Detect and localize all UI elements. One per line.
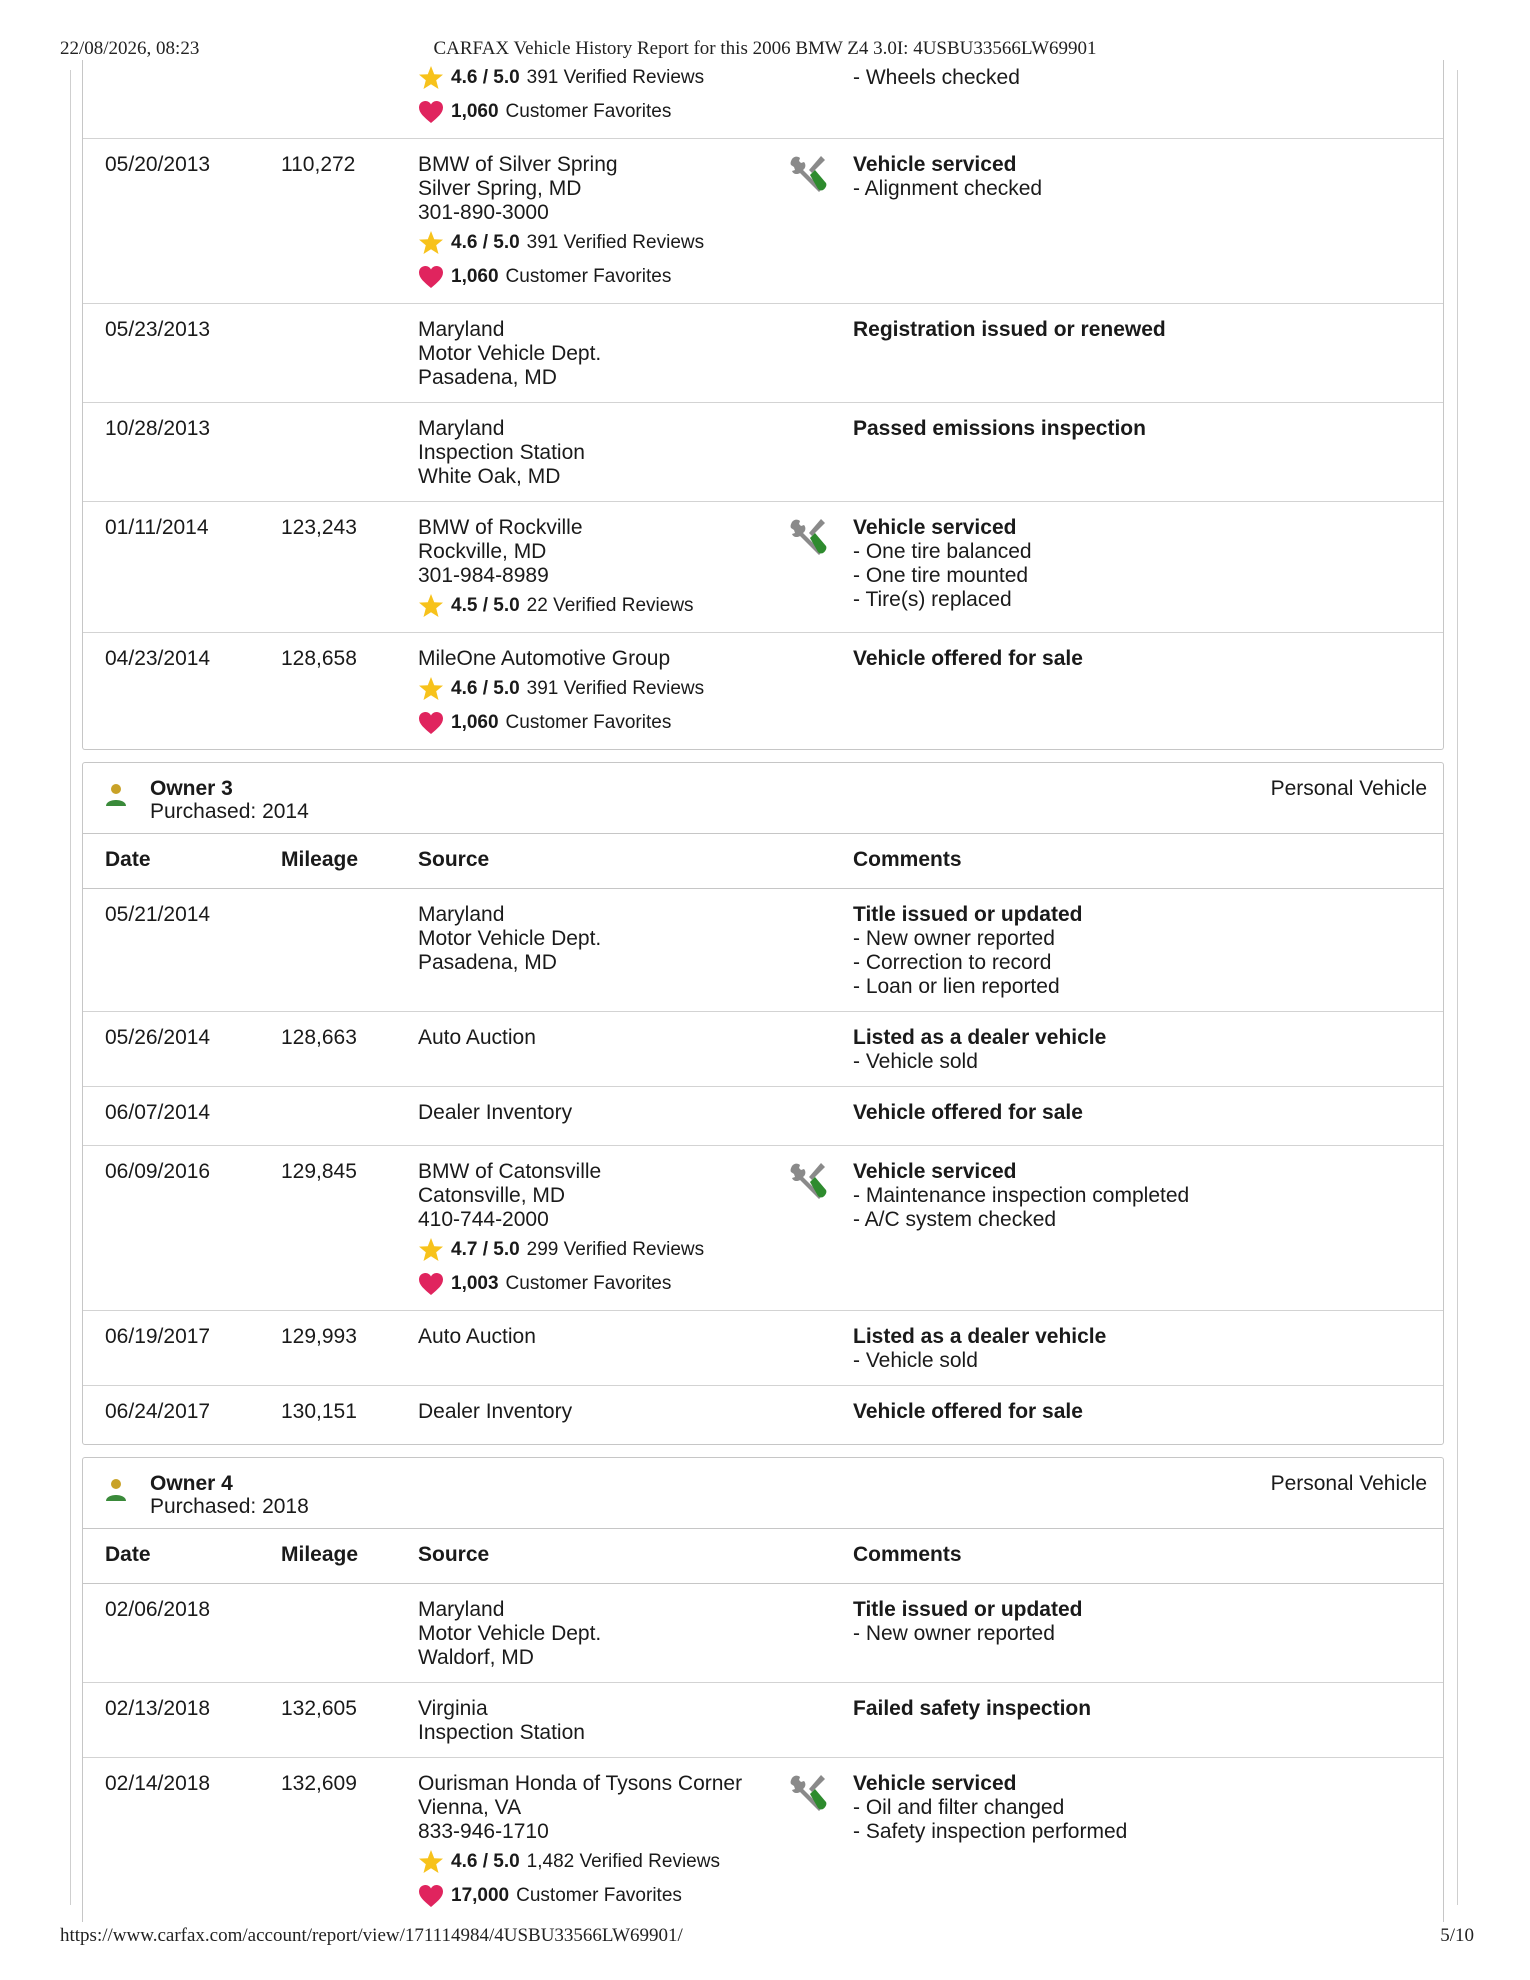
owner-3-section [82,762,1444,1445]
row-service-icon-cell [776,1758,853,1922]
source-name: Maryland [418,1598,505,1621]
owner-header [83,1458,1443,1529]
source-name: Dealer Inventory [418,1400,573,1423]
row-mileage: 132,609 [281,1772,357,1795]
row-mileage: 123,243 [281,516,357,539]
row-comments [853,1146,1443,1310]
comment-title: Listed as a dealer vehicle [853,1325,1107,1348]
owner-4-rows [83,1584,1443,1922]
service-wrench-icon [788,153,828,193]
source-detail: Inspection Station [418,441,585,464]
row-date: 06/07/2014 [105,1101,211,1124]
rating-label: 299 Verified Reviews [526,1238,705,1260]
source-name: BMW of Rockville [418,516,583,539]
row-comments [853,1012,1443,1086]
dealer-favorites [418,1267,776,1300]
row-date: 02/13/2018 [105,1697,211,1720]
history-row [83,889,1443,1012]
source-detail: Motor Vehicle Dept. [418,927,602,950]
rating-label: 391 Verified Reviews [526,677,705,699]
source-detail: Motor Vehicle Dept. [418,1622,602,1645]
comment-title: Vehicle serviced [853,516,1017,539]
row-source [418,1758,776,1922]
row-date: 06/09/2016 [105,1160,211,1183]
owner-header [83,763,1443,834]
comment-item: - A/C system checked [853,1208,1057,1231]
owner-purchased: Purchased: 2014 [150,800,309,823]
history-row [83,304,1443,403]
row-comments [853,304,1443,402]
row-mileage: 128,658 [281,647,357,670]
rating-label: Customer Favorites [505,711,672,733]
rating-value: 17,000 [451,1884,510,1906]
comment-title: Vehicle offered for sale [853,1101,1083,1124]
source-name: BMW of Silver Spring [418,153,618,176]
comment-title: Vehicle serviced [853,1772,1017,1795]
comment-item: - Wheels checked [853,66,1020,89]
column-header-date: Date [105,1543,151,1566]
comment-item: - Alignment checked [853,177,1043,200]
dealer-rating [418,1233,776,1266]
print-footer [0,1925,1530,1949]
rating-value: 4.6 / 5.0 [451,677,520,699]
row-date: 06/24/2017 [105,1400,211,1423]
row-service-icon-cell [776,633,853,749]
person-icon [105,1478,127,1502]
star-icon [418,1849,444,1875]
source-detail: Pasadena, MD [418,366,557,389]
row-service-icon-cell [776,1683,853,1757]
history-row [83,502,1443,633]
dealer-favorites [418,706,776,739]
owner-2-history-table [82,60,1444,750]
row-mileage [281,60,418,138]
star-icon [418,676,444,702]
row-source [418,633,776,749]
heart-icon [418,264,444,290]
dealer-rating [418,589,776,622]
row-mileage [281,1584,418,1682]
row-comments [853,1683,1443,1757]
rating-label: 1,482 Verified Reviews [526,1850,720,1872]
row-service-icon-cell [776,304,853,402]
source-name: Auto Auction [418,1325,536,1348]
rating-label: Customer Favorites [505,265,672,287]
heart-icon [418,99,444,125]
column-header-comments: Comments [853,1543,962,1566]
comment-title: Passed emissions inspection [853,417,1146,440]
comment-item: - Tire(s) replaced [853,588,1012,611]
comment-title: Vehicle offered for sale [853,1400,1083,1423]
owner-name: Owner 4 [150,1472,233,1495]
column-header-date: Date [105,848,151,871]
dealer-rating [418,226,776,259]
owner-3-rows [83,889,1443,1444]
star-icon [418,230,444,256]
source-detail: White Oak, MD [418,465,561,488]
comment-item: - New owner reported [853,927,1055,950]
row-service-icon-cell [776,1012,853,1086]
comment-item: - One tire mounted [853,564,1029,587]
service-wrench-icon [788,516,828,556]
source-name: BMW of Catonsville [418,1160,602,1183]
rating-label: 22 Verified Reviews [526,594,694,616]
row-date: 02/14/2018 [105,1772,211,1795]
column-header-source: Source [418,848,490,871]
source-name: Maryland [418,903,505,926]
row-date: 04/23/2014 [105,647,211,670]
source-name: Maryland [418,417,505,440]
column-header-row [83,834,1443,889]
source-name: Auto Auction [418,1026,536,1049]
row-source [418,403,776,501]
comment-title: Title issued or updated [853,903,1083,926]
source-name: Virginia [418,1697,488,1720]
owner-vehicle-type: Personal Vehicle [1270,777,1427,800]
comment-title: Vehicle serviced [853,153,1017,176]
row-service-icon-cell [776,502,853,632]
row-comments [853,403,1443,501]
comment-item: - Loan or lien reported [853,975,1060,998]
rating-value: 1,060 [451,711,499,733]
row-source [418,139,776,303]
rating-value: 4.5 / 5.0 [451,594,520,616]
dealer-favorites [418,1879,776,1912]
rating-value: 1,060 [451,265,499,287]
source-detail: 301-984-8989 [418,564,549,587]
row-comments [853,1584,1443,1682]
column-header-spacer [776,1529,853,1583]
comment-item: - Safety inspection performed [853,1820,1128,1843]
row-source [418,1146,776,1310]
dealer-rating [418,1845,776,1878]
comment-item: - Maintenance inspection completed [853,1184,1190,1207]
row-comments [853,1087,1443,1145]
comment-title: Vehicle offered for sale [853,647,1083,670]
column-header-comments: Comments [853,848,962,871]
history-row [83,633,1443,749]
row-service-icon-cell [776,60,853,138]
dealer-favorites [418,95,776,128]
rating-label: Customer Favorites [516,1884,682,1906]
column-header-mileage: Mileage [281,1543,359,1566]
page-number: 5/10 [1440,1925,1474,1946]
heart-icon [418,1883,444,1909]
source-detail: Vienna, VA [418,1796,522,1819]
row-date: 05/23/2013 [105,318,211,341]
row-service-icon-cell [776,1386,853,1444]
source-detail: 410-744-2000 [418,1208,549,1231]
row-source [418,1087,776,1145]
rating-value: 4.7 / 5.0 [451,1238,520,1260]
row-mileage: 128,663 [281,1026,357,1049]
row-service-icon-cell [776,139,853,303]
person-icon [105,783,127,807]
comment-item: - Correction to record [853,951,1052,974]
row-source [418,60,776,138]
dealer-favorites [418,260,776,293]
row-date: 05/26/2014 [105,1026,211,1049]
comment-title: Vehicle serviced [853,1160,1017,1183]
row-comments [853,1311,1443,1385]
row-comments [853,889,1443,1011]
rating-value: 1,060 [451,100,499,122]
service-wrench-icon [788,1772,828,1812]
history-row [83,1087,1443,1146]
row-service-icon-cell [776,403,853,501]
rating-label: 391 Verified Reviews [526,231,705,253]
row-source [418,1683,776,1757]
source-detail: Catonsville, MD [418,1184,566,1207]
row-source [418,889,776,1011]
row-comments [853,139,1443,303]
print-header [0,38,1530,62]
source-detail: Rockville, MD [418,540,547,563]
row-mileage: 129,845 [281,1160,357,1183]
row-source [418,1012,776,1086]
owner-purchased: Purchased: 2018 [150,1495,309,1518]
history-row [83,1758,1443,1922]
history-row [83,1311,1443,1386]
history-row [83,1584,1443,1683]
rating-value: 4.6 / 5.0 [451,1850,520,1872]
row-service-icon-cell [776,889,853,1011]
rating-value: 4.6 / 5.0 [451,231,520,253]
rating-label: Customer Favorites [505,1272,672,1294]
print-url: https://www.carfax.com/account/report/view/171114984/4USBU33566LW69901/ [60,1925,683,1946]
history-row [83,139,1443,304]
source-detail: Inspection Station [418,1721,585,1744]
row-source [418,1311,776,1385]
row-date: 05/21/2014 [105,903,211,926]
dealer-rating [418,672,776,705]
column-header-source: Source [418,1543,490,1566]
rating-label: Customer Favorites [505,100,672,122]
row-date: 06/19/2017 [105,1325,211,1348]
row-comments [853,633,1443,749]
history-row [83,1146,1443,1311]
source-detail: Waldorf, MD [418,1646,534,1669]
history-row [83,1386,1443,1444]
row-source [418,1386,776,1444]
comment-item: - One tire balanced [853,540,1032,563]
row-service-icon-cell [776,1146,853,1310]
comment-item: - Vehicle sold [853,1050,978,1073]
comment-title: Failed safety inspection [853,1697,1092,1720]
row-date [83,60,281,138]
star-icon [418,593,444,619]
history-row [83,1012,1443,1087]
row-service-icon-cell [776,1311,853,1385]
heart-icon [418,710,444,736]
owner-name: Owner 3 [150,777,233,800]
comment-title: Listed as a dealer vehicle [853,1026,1107,1049]
source-name: Maryland [418,318,505,341]
row-mileage: 110,272 [281,153,356,176]
row-mileage [281,1087,418,1145]
history-row [83,1683,1443,1758]
comment-item: - Vehicle sold [853,1349,978,1372]
row-service-icon-cell [776,1087,853,1145]
owner-4-section [82,1457,1444,1922]
source-name: Ourisman Honda of Tysons Corner [418,1772,743,1795]
row-date: 05/20/2013 [105,153,211,176]
service-wrench-icon [788,1160,828,1200]
row-comments [853,502,1443,632]
row-mileage: 132,605 [281,1697,357,1720]
rating-value: 4.6 / 5.0 [451,66,520,88]
print-timestamp: 22/08/2026, 08:23 [60,38,200,59]
report-content [82,60,1444,1922]
column-header-spacer [776,834,853,888]
source-name: Dealer Inventory [418,1101,573,1124]
row-comments [853,1758,1443,1922]
comment-title: Registration issued or renewed [853,318,1166,341]
row-mileage [281,889,418,1011]
row-mileage: 130,151 [281,1400,357,1423]
rating-value: 1,003 [451,1272,499,1294]
source-name: MileOne Automotive Group [418,647,671,670]
source-detail: Pasadena, MD [418,951,557,974]
row-date: 02/06/2018 [105,1598,211,1621]
row-service-icon-cell [776,1584,853,1682]
row-comments [853,60,1443,138]
source-detail: 833-946-1710 [418,1820,549,1843]
source-detail: Silver Spring, MD [418,177,582,200]
comment-item: - New owner reported [853,1622,1055,1645]
row-date: 10/28/2013 [105,417,211,440]
row-mileage [281,304,418,402]
comment-item: - Oil and filter changed [853,1796,1065,1819]
row-source [418,502,776,632]
comment-title: Title issued or updated [853,1598,1083,1621]
source-detail: Motor Vehicle Dept. [418,342,602,365]
history-row [83,60,1443,139]
row-mileage: 129,993 [281,1325,357,1348]
column-header-mileage: Mileage [281,848,359,871]
row-comments [853,1386,1443,1444]
owner-vehicle-type: Personal Vehicle [1270,1472,1427,1495]
heart-icon [418,1271,444,1297]
owner-2-rows [83,60,1443,749]
row-source [418,304,776,402]
print-title: CARFAX Vehicle History Report for this 2006 BMW Z4 3.0I: 4USBU33566LW69901 [433,38,1097,59]
column-header-row [83,1529,1443,1584]
row-source [418,1584,776,1682]
star-icon [418,1237,444,1263]
rating-label: 391 Verified Reviews [526,66,705,88]
row-mileage [281,403,418,501]
star-icon [418,65,444,91]
dealer-rating [418,61,776,94]
row-date: 01/11/2014 [105,516,209,539]
history-row [83,403,1443,502]
source-detail: 301-890-3000 [418,201,549,224]
